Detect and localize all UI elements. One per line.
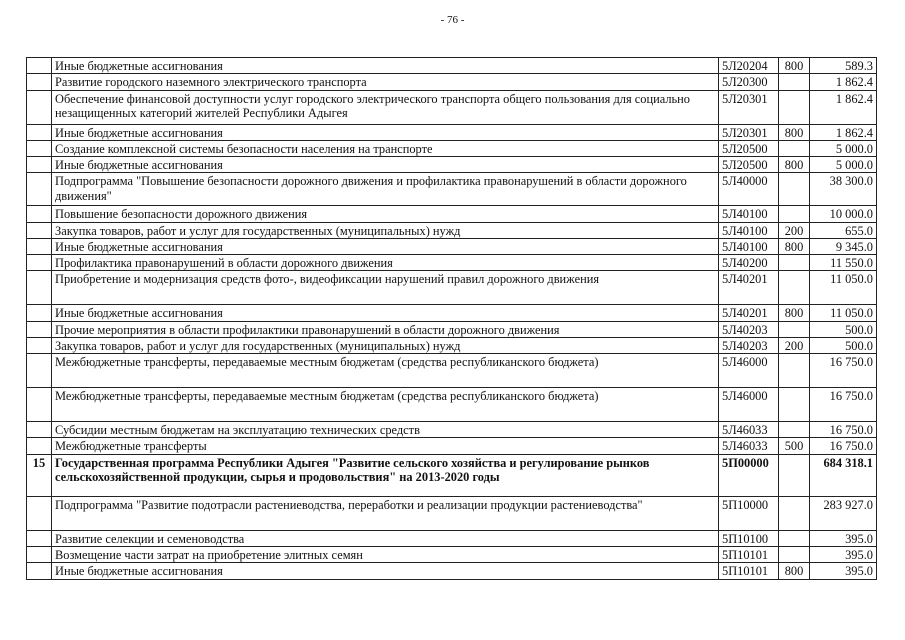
amount-cell: 16 750.0 xyxy=(810,388,877,422)
row-number-cell xyxy=(27,74,52,90)
amount-cell: 11 050.0 xyxy=(810,305,877,321)
row-number-cell xyxy=(27,422,52,438)
budget-code-cell: 5Л20500 xyxy=(719,157,779,173)
table-row xyxy=(27,58,877,74)
row-number-cell: 15 xyxy=(27,454,52,496)
item-name-cell: Развитие городского наземного электрического транспорта xyxy=(52,74,719,90)
row-number-cell xyxy=(27,438,52,454)
table-row xyxy=(27,305,877,321)
amount-cell: 1 862.4 xyxy=(810,74,877,90)
row-number-cell xyxy=(27,124,52,140)
budget-code-cell: 5Л46000 xyxy=(719,354,779,388)
table-row xyxy=(27,271,877,305)
expense-type-cell xyxy=(779,496,810,530)
budget-code-cell: 5Л40000 xyxy=(719,173,779,206)
expense-type-cell xyxy=(779,454,810,496)
budget-code-cell: 5Л40203 xyxy=(719,337,779,353)
table-row xyxy=(27,74,877,90)
table-row xyxy=(27,422,877,438)
expense-type-cell xyxy=(779,173,810,206)
row-number-cell xyxy=(27,305,52,321)
budget-code-cell: 5П10101 xyxy=(719,563,779,579)
amount-cell: 16 750.0 xyxy=(810,354,877,388)
row-number-cell xyxy=(27,222,52,238)
item-name-cell: Закупка товаров, работ и услуг для государственных (муниципальных) нужд xyxy=(52,337,719,353)
item-name-cell: Подпрограмма "Развитие подотрасли растениеводства, переработки и реализации продукции растениеводства" xyxy=(52,496,719,530)
expense-type-cell xyxy=(779,388,810,422)
expense-type-cell xyxy=(779,422,810,438)
amount-cell: 655.0 xyxy=(810,222,877,238)
expense-type-cell: 800 xyxy=(779,238,810,254)
amount-cell: 16 750.0 xyxy=(810,438,877,454)
table-row xyxy=(27,546,877,562)
expense-type-cell xyxy=(779,354,810,388)
item-name-cell: Иные бюджетные ассигнования xyxy=(52,58,719,74)
expense-type-cell: 800 xyxy=(779,157,810,173)
table-row xyxy=(27,563,877,579)
row-number-cell xyxy=(27,354,52,388)
expense-type-cell: 200 xyxy=(779,222,810,238)
expense-type-cell: 800 xyxy=(779,563,810,579)
table-row xyxy=(27,337,877,353)
item-name-cell: Субсидии местным бюджетам на эксплуатацию технических средств xyxy=(52,422,719,438)
amount-cell: 9 345.0 xyxy=(810,238,877,254)
row-number-cell xyxy=(27,388,52,422)
item-name-cell: Обеспечение финансовой доступности услуг городского электрического транспорта общего пользования для социально незащищенных категорий жителей Республики Адыгея xyxy=(52,90,719,124)
budget-code-cell: 5Л40100 xyxy=(719,222,779,238)
item-name-cell: Иные бюджетные ассигнования xyxy=(52,157,719,173)
table-row xyxy=(27,530,877,546)
budget-code-cell: 5Л46000 xyxy=(719,388,779,422)
expense-type-cell: 500 xyxy=(779,438,810,454)
item-name-cell: Иные бюджетные ассигнования xyxy=(52,124,719,140)
item-name-cell: Государственная программа Республики Адыгея "Развитие сельского хозяйства и регулирование рынков сельскохозяйственной продукции, сырья и продовольствия" на 2013-2020 годы xyxy=(52,454,719,496)
budget-code-cell: 5Л40203 xyxy=(719,321,779,337)
budget-code-cell: 5Л20301 xyxy=(719,124,779,140)
budget-code-cell: 5П10000 xyxy=(719,496,779,530)
amount-cell: 395.0 xyxy=(810,530,877,546)
table-row xyxy=(27,173,877,206)
expense-type-cell xyxy=(779,530,810,546)
amount-cell: 16 750.0 xyxy=(810,422,877,438)
table-row xyxy=(27,321,877,337)
row-number-cell xyxy=(27,238,52,254)
budget-code-cell: 5Л20300 xyxy=(719,74,779,90)
item-name-cell: Создание комплексной системы безопасности населения на транспорте xyxy=(52,140,719,156)
budget-code-cell: 5Л20204 xyxy=(719,58,779,74)
item-name-cell: Межбюджетные трансферты, передаваемые местным бюджетам (средства республиканского бюджета) xyxy=(52,354,719,388)
amount-cell: 684 318.1 xyxy=(810,454,877,496)
item-name-cell: Возмещение части затрат на приобретение элитных семян xyxy=(52,546,719,562)
table-row xyxy=(27,354,877,388)
row-number-cell xyxy=(27,173,52,206)
table-row xyxy=(27,238,877,254)
budget-code-cell: 5Л40100 xyxy=(719,238,779,254)
expense-type-cell xyxy=(779,74,810,90)
budget-code-cell: 5Л40201 xyxy=(719,271,779,305)
amount-cell: 395.0 xyxy=(810,563,877,579)
expense-type-cell xyxy=(779,206,810,222)
budget-table xyxy=(26,57,877,580)
item-name-cell: Иные бюджетные ассигнования xyxy=(52,305,719,321)
table-row xyxy=(27,157,877,173)
amount-cell: 10 000.0 xyxy=(810,206,877,222)
amount-cell: 11 550.0 xyxy=(810,255,877,271)
amount-cell: 1 862.4 xyxy=(810,90,877,124)
table-row xyxy=(27,454,877,496)
budget-code-cell: 5Л20301 xyxy=(719,90,779,124)
item-name-cell: Иные бюджетные ассигнования xyxy=(52,238,719,254)
item-name-cell: Прочие мероприятия в области профилактики правонарушений в области дорожного движения xyxy=(52,321,719,337)
expense-type-cell xyxy=(779,90,810,124)
amount-cell: 11 050.0 xyxy=(810,271,877,305)
row-number-cell xyxy=(27,546,52,562)
expense-type-cell: 800 xyxy=(779,58,810,74)
budget-code-cell: 5Л40100 xyxy=(719,206,779,222)
expense-type-cell xyxy=(779,255,810,271)
budget-code-cell: 5Л46033 xyxy=(719,438,779,454)
table-row xyxy=(27,438,877,454)
amount-cell: 395.0 xyxy=(810,546,877,562)
item-name-cell: Развитие селекции и семеноводства xyxy=(52,530,719,546)
amount-cell: 1 862.4 xyxy=(810,124,877,140)
amount-cell: 500.0 xyxy=(810,337,877,353)
table-row xyxy=(27,222,877,238)
row-number-cell xyxy=(27,321,52,337)
table-row xyxy=(27,388,877,422)
budget-code-cell: 5Л20500 xyxy=(719,140,779,156)
budget-code-cell: 5Л40200 xyxy=(719,255,779,271)
item-name-cell: Приобретение и модернизация средств фото-, видеофиксации нарушений правил дорожного движения xyxy=(52,271,719,305)
budget-code-cell: 5П00000 xyxy=(719,454,779,496)
expense-type-cell xyxy=(779,271,810,305)
item-name-cell: Межбюджетные трансферты xyxy=(52,438,719,454)
item-name-cell: Подпрограмма "Повышение безопасности дорожного движения и профилактика правонарушений в области дорожного движения" xyxy=(52,173,719,206)
amount-cell: 38 300.0 xyxy=(810,173,877,206)
budget-code-cell: 5П10100 xyxy=(719,530,779,546)
item-name-cell: Закупка товаров, работ и услуг для государственных (муниципальных) нужд xyxy=(52,222,719,238)
item-name-cell: Иные бюджетные ассигнования xyxy=(52,563,719,579)
budget-code-cell: 5Л40201 xyxy=(719,305,779,321)
amount-cell: 589.3 xyxy=(810,58,877,74)
item-name-cell: Профилактика правонарушений в области дорожного движения xyxy=(52,255,719,271)
budget-code-cell: 5П10101 xyxy=(719,546,779,562)
table-row xyxy=(27,90,877,124)
amount-cell: 5 000.0 xyxy=(810,140,877,156)
expense-type-cell xyxy=(779,140,810,156)
row-number-cell xyxy=(27,496,52,530)
row-number-cell xyxy=(27,337,52,353)
table-row xyxy=(27,124,877,140)
table-row xyxy=(27,496,877,530)
item-name-cell: Повышение безопасности дорожного движения xyxy=(52,206,719,222)
amount-cell: 5 000.0 xyxy=(810,157,877,173)
page-number: - 76 - xyxy=(440,14,465,26)
table-row xyxy=(27,255,877,271)
row-number-cell xyxy=(27,530,52,546)
row-number-cell xyxy=(27,271,52,305)
budget-table-body xyxy=(27,58,877,580)
expense-type-cell xyxy=(779,546,810,562)
row-number-cell xyxy=(27,58,52,74)
expense-type-cell xyxy=(779,321,810,337)
item-name-cell: Межбюджетные трансферты, передаваемые местным бюджетам (средства республиканского бюджета) xyxy=(52,388,719,422)
budget-code-cell: 5Л46033 xyxy=(719,422,779,438)
expense-type-cell: 800 xyxy=(779,305,810,321)
table-row xyxy=(27,140,877,156)
row-number-cell xyxy=(27,255,52,271)
row-number-cell xyxy=(27,206,52,222)
amount-cell: 500.0 xyxy=(810,321,877,337)
row-number-cell xyxy=(27,140,52,156)
expense-type-cell: 800 xyxy=(779,124,810,140)
row-number-cell xyxy=(27,90,52,124)
row-number-cell xyxy=(27,157,52,173)
amount-cell: 283 927.0 xyxy=(810,496,877,530)
expense-type-cell: 200 xyxy=(779,337,810,353)
table-row xyxy=(27,206,877,222)
row-number-cell xyxy=(27,563,52,579)
